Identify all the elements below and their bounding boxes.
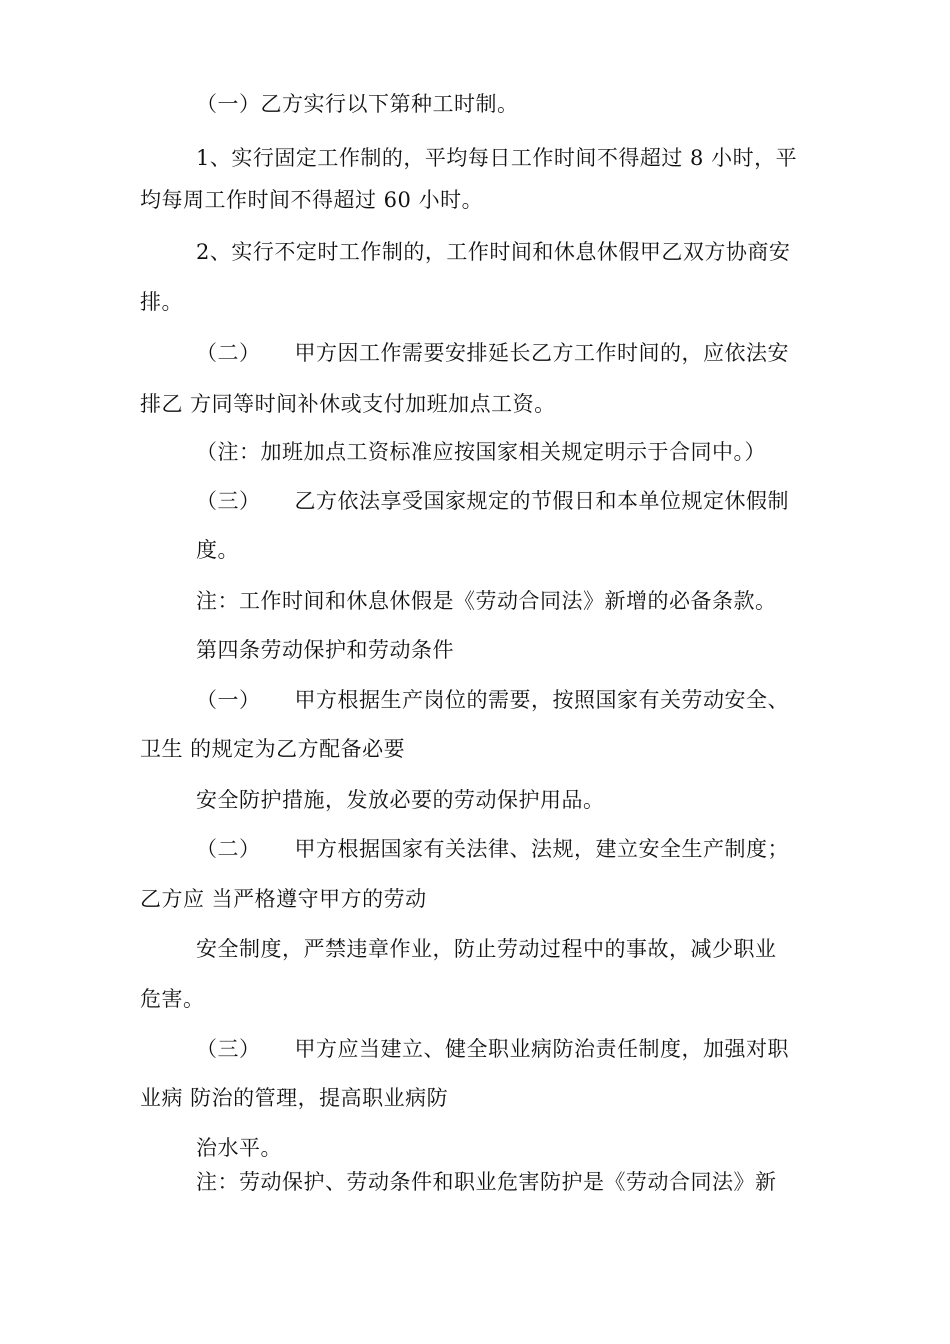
line-6 — [196, 338, 789, 368]
line-2: 1、实行固定工作制的，平均每日工作时间不得超过 8 小时，平 — [196, 146, 798, 170]
line-21: 业病 防治的管理，提高职业病防 — [140, 1086, 449, 1110]
clause-text: 甲方因工作需要安排延长乙方工作时间的，应依法安 — [294, 341, 789, 365]
clause-label: （三） — [196, 1037, 261, 1061]
line-3: 均每周工作时间不得超过 60 小时。 — [140, 188, 484, 212]
line-18: 安全制度，严禁违章作业，防止劳动过程中的事故，减少职业 — [196, 937, 777, 961]
line-22: 治水平。 — [196, 1136, 282, 1160]
line-7: 排乙 方同等时间补休或支付加班加点工资。 — [140, 392, 556, 416]
line-23: 注：劳动保护、劳动条件和职业危害防护是《劳动合同法》新 — [196, 1170, 777, 1194]
line-19: 危害。 — [140, 987, 205, 1011]
clause-label: （三） — [196, 489, 261, 513]
line-13 — [196, 685, 789, 715]
line-9 — [196, 486, 789, 516]
line-5: 排。 — [140, 290, 183, 314]
clause-label: （二） — [196, 837, 261, 861]
line-10: 度。 — [196, 538, 239, 562]
line-16 — [196, 834, 789, 864]
line-1: （一）乙方实行以下第种工时制。 — [196, 92, 519, 116]
line-8: （注：加班加点工资标准应按国家相关规定明示于合同中。） — [196, 440, 766, 464]
line-4: 2、实行不定时工作制的，工作时间和休息休假甲乙双方协商安 — [196, 240, 791, 264]
clause-text: 甲方根据生产岗位的需要，按照国家有关劳动安全、 — [294, 688, 789, 712]
article-heading: 第四条劳动保护和劳动条件 — [196, 638, 454, 662]
line-14: 卫生 的规定为乙方配备必要 — [140, 737, 406, 761]
clause-text: 乙方依法享受国家规定的节假日和本单位规定休假制 — [294, 489, 789, 513]
clause-label: （一） — [196, 688, 261, 712]
line-20 — [196, 1034, 789, 1064]
line-11: 注：工作时间和休息休假是《劳动合同法》新增的必备条款。 — [196, 589, 777, 613]
clause-text: 甲方根据国家有关法律、法规，建立安全生产制度； — [294, 837, 789, 861]
clause-text: 甲方应当建立、健全职业病防治责任制度，加强对职 — [294, 1037, 789, 1061]
clause-label: （二） — [196, 341, 261, 365]
line-15: 安全防护措施，发放必要的劳动保护用品。 — [196, 788, 605, 812]
line-17: 乙方应 当严格遵守甲方的劳动 — [140, 887, 427, 911]
